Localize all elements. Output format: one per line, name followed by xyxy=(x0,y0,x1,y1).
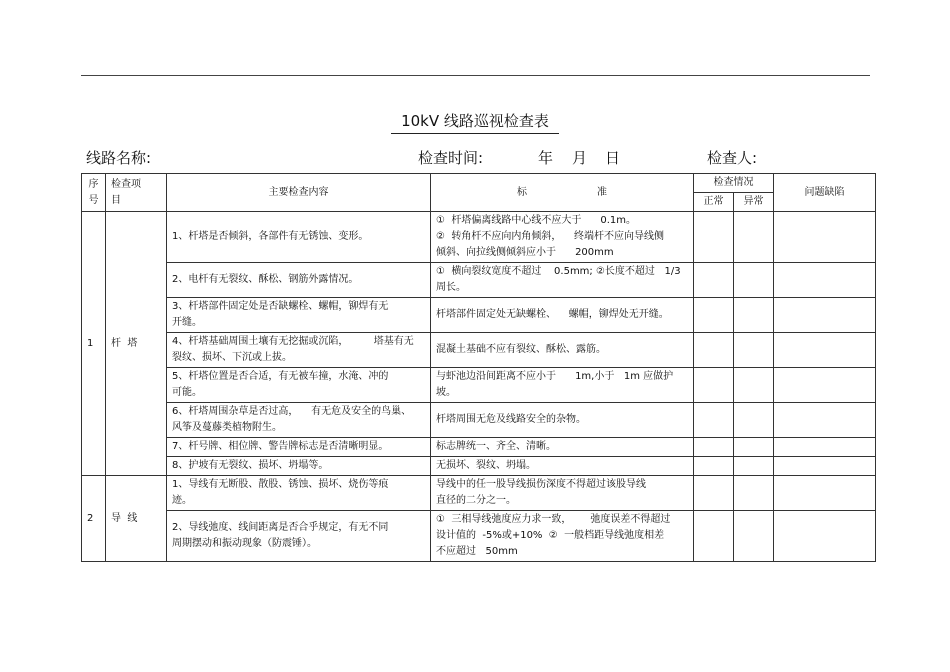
standard-cell xyxy=(431,212,694,263)
standard-line: ① 杆塔偏离线路中心线不应大于 0.1m。 xyxy=(436,215,637,226)
col-status-header: 检查情况 xyxy=(694,174,774,193)
standard-cell xyxy=(431,263,694,298)
standard-line: 与虾池边沿间距离不应小于 1m,小于 1m 应做护 xyxy=(436,371,674,382)
abnormal-cell[interactable] xyxy=(734,368,774,403)
standard-line: 直径的二分之一。 xyxy=(436,495,516,506)
year-label: 年 xyxy=(538,149,554,167)
standard-line: 倾斜、向拉线侧倾斜应小于 200mm xyxy=(436,247,614,258)
check-time-label: 检查时间: xyxy=(418,149,484,167)
standard-line: ① 三相导线弛度应力求一致， 弛度误差不得超过 xyxy=(436,514,671,525)
abnormal-cell[interactable] xyxy=(734,333,774,368)
defects-cell[interactable] xyxy=(774,511,876,562)
section-item: 导 线 xyxy=(106,476,167,562)
standard-line: 标志牌统一、齐全、清晰。 xyxy=(436,441,556,452)
table-body xyxy=(82,212,876,562)
normal-cell[interactable] xyxy=(694,263,734,298)
check-content-cell: 2、导线弛度、线间距离是否合乎规定，有无不同 周期摆动和振动现象（防震锤）。 xyxy=(167,511,431,562)
table-row xyxy=(82,212,876,263)
abnormal-cell[interactable] xyxy=(734,298,774,333)
col-normal-header: 正常 xyxy=(694,193,734,212)
standard-line: 杆塔部件固定处无缺螺栓、 螺帽，铆焊处无开缝。 xyxy=(436,309,669,320)
abnormal-cell[interactable] xyxy=(734,438,774,457)
defects-cell[interactable] xyxy=(774,476,876,511)
defects-cell[interactable] xyxy=(774,263,876,298)
defects-cell[interactable] xyxy=(774,368,876,403)
line-name-label: 线路名称: xyxy=(86,149,152,167)
abnormal-cell[interactable] xyxy=(734,263,774,298)
col-defects-header: 问题缺陷 xyxy=(774,174,876,212)
standard-line: 混凝土基础不应有裂纹、酥松、露筋。 xyxy=(436,344,606,355)
standard-line: 无损坏、裂纹、坍塌。 xyxy=(436,460,536,471)
inspection-table xyxy=(81,173,876,562)
col-content-header: 主要检查内容 xyxy=(167,174,431,212)
check-content-cell: 1、杆塔是否倾斜，各部件有无锈蚀、变形。 xyxy=(167,212,431,263)
table-row xyxy=(82,263,876,298)
abnormal-cell[interactable] xyxy=(734,476,774,511)
check-content-cell: 3、杆塔部件固定处是否缺螺栓、螺帽，铆焊有无 开缝。 xyxy=(167,298,431,333)
standard-line: 杆塔周围无危及线路安全的杂物。 xyxy=(436,414,586,425)
section-item: 杆 塔 xyxy=(106,212,167,476)
normal-cell[interactable] xyxy=(694,298,734,333)
normal-cell[interactable] xyxy=(694,457,734,476)
normal-cell[interactable] xyxy=(694,511,734,562)
defects-cell[interactable] xyxy=(774,333,876,368)
abnormal-cell[interactable] xyxy=(734,511,774,562)
day-label: 日 xyxy=(605,149,621,167)
standard-cell xyxy=(431,298,694,333)
abnormal-cell[interactable] xyxy=(734,457,774,476)
table-row xyxy=(82,457,876,476)
table-row xyxy=(82,333,876,368)
standard-cell xyxy=(431,368,694,403)
col-item-header: 检查项 目 xyxy=(106,174,167,212)
standard-line: 导线中的任一股导线损伤深度不得超过该股导线 xyxy=(436,479,646,490)
section-seq: 2 xyxy=(82,476,106,562)
defects-cell[interactable] xyxy=(774,298,876,333)
standard-line: ① 横向裂纹宽度不超过 0.5mm; ②长度不超过 1/3 xyxy=(436,266,681,277)
page-title xyxy=(0,110,950,134)
table-row xyxy=(82,403,876,438)
standard-line: 不应超过 50mm xyxy=(436,546,518,557)
abnormal-cell[interactable] xyxy=(734,403,774,438)
standard-cell xyxy=(431,333,694,368)
standard-line: 周长。 xyxy=(436,282,466,293)
table-row xyxy=(82,298,876,333)
check-content-cell: 6、杆塔周围杂草是否过高， 有无危及安全的鸟巢、 风筝及蔓藤类植物附生。 xyxy=(167,403,431,438)
top-rule xyxy=(81,75,870,76)
abnormal-cell[interactable] xyxy=(734,212,774,263)
normal-cell[interactable] xyxy=(694,212,734,263)
check-content-cell: 7、杆号牌、相位牌、警告牌标志是否清晰明显。 xyxy=(167,438,431,457)
standard-cell xyxy=(431,403,694,438)
page-title-text: 10kV 线路巡视检查表 xyxy=(391,110,559,134)
standard-cell xyxy=(431,438,694,457)
inspector-label: 检查人: xyxy=(707,149,758,167)
section-seq: 1 xyxy=(82,212,106,476)
standard-cell xyxy=(431,476,694,511)
check-content-cell: 4、杆塔基础周围土壤有无挖掘或沉陷， 塔基有无 裂纹、损坏、下沉或上拔。 xyxy=(167,333,431,368)
defects-cell[interactable] xyxy=(774,438,876,457)
check-content-cell: 5、杆塔位置是否合适，有无被车撞，水淹、冲的 可能。 xyxy=(167,368,431,403)
defects-cell[interactable] xyxy=(774,403,876,438)
table-row xyxy=(82,511,876,562)
check-content-cell: 2、电杆有无裂纹、酥松、钢筋外露情况。 xyxy=(167,263,431,298)
defects-cell[interactable] xyxy=(774,457,876,476)
table-row xyxy=(82,476,876,511)
standard-line: 设计值的 -5%或+10% ② 一般档距导线弛度相差 xyxy=(436,530,665,541)
standard-line: 坡。 xyxy=(436,387,456,398)
normal-cell[interactable] xyxy=(694,403,734,438)
standard-cell xyxy=(431,457,694,476)
col-seq-header: 序 号 xyxy=(82,174,106,212)
normal-cell[interactable] xyxy=(694,333,734,368)
standard-line: ② 转角杆不应向内角倾斜， 终端杆不应向导线侧 xyxy=(436,231,665,242)
normal-cell[interactable] xyxy=(694,476,734,511)
defects-cell[interactable] xyxy=(774,212,876,263)
header-row-1 xyxy=(82,174,876,193)
standard-cell xyxy=(431,511,694,562)
check-content-cell: 8、护坡有无裂纹、损坏、坍塌等。 xyxy=(167,457,431,476)
col-standard-header: 标 准 xyxy=(431,174,694,212)
normal-cell[interactable] xyxy=(694,438,734,457)
col-abnormal-header: 异常 xyxy=(734,193,774,212)
check-content-cell: 1、导线有无断股、散股、锈蚀、损坏、烧伤等痕 迹。 xyxy=(167,476,431,511)
table-row xyxy=(82,368,876,403)
normal-cell[interactable] xyxy=(694,368,734,403)
table-row xyxy=(82,438,876,457)
month-label: 月 xyxy=(572,149,588,167)
